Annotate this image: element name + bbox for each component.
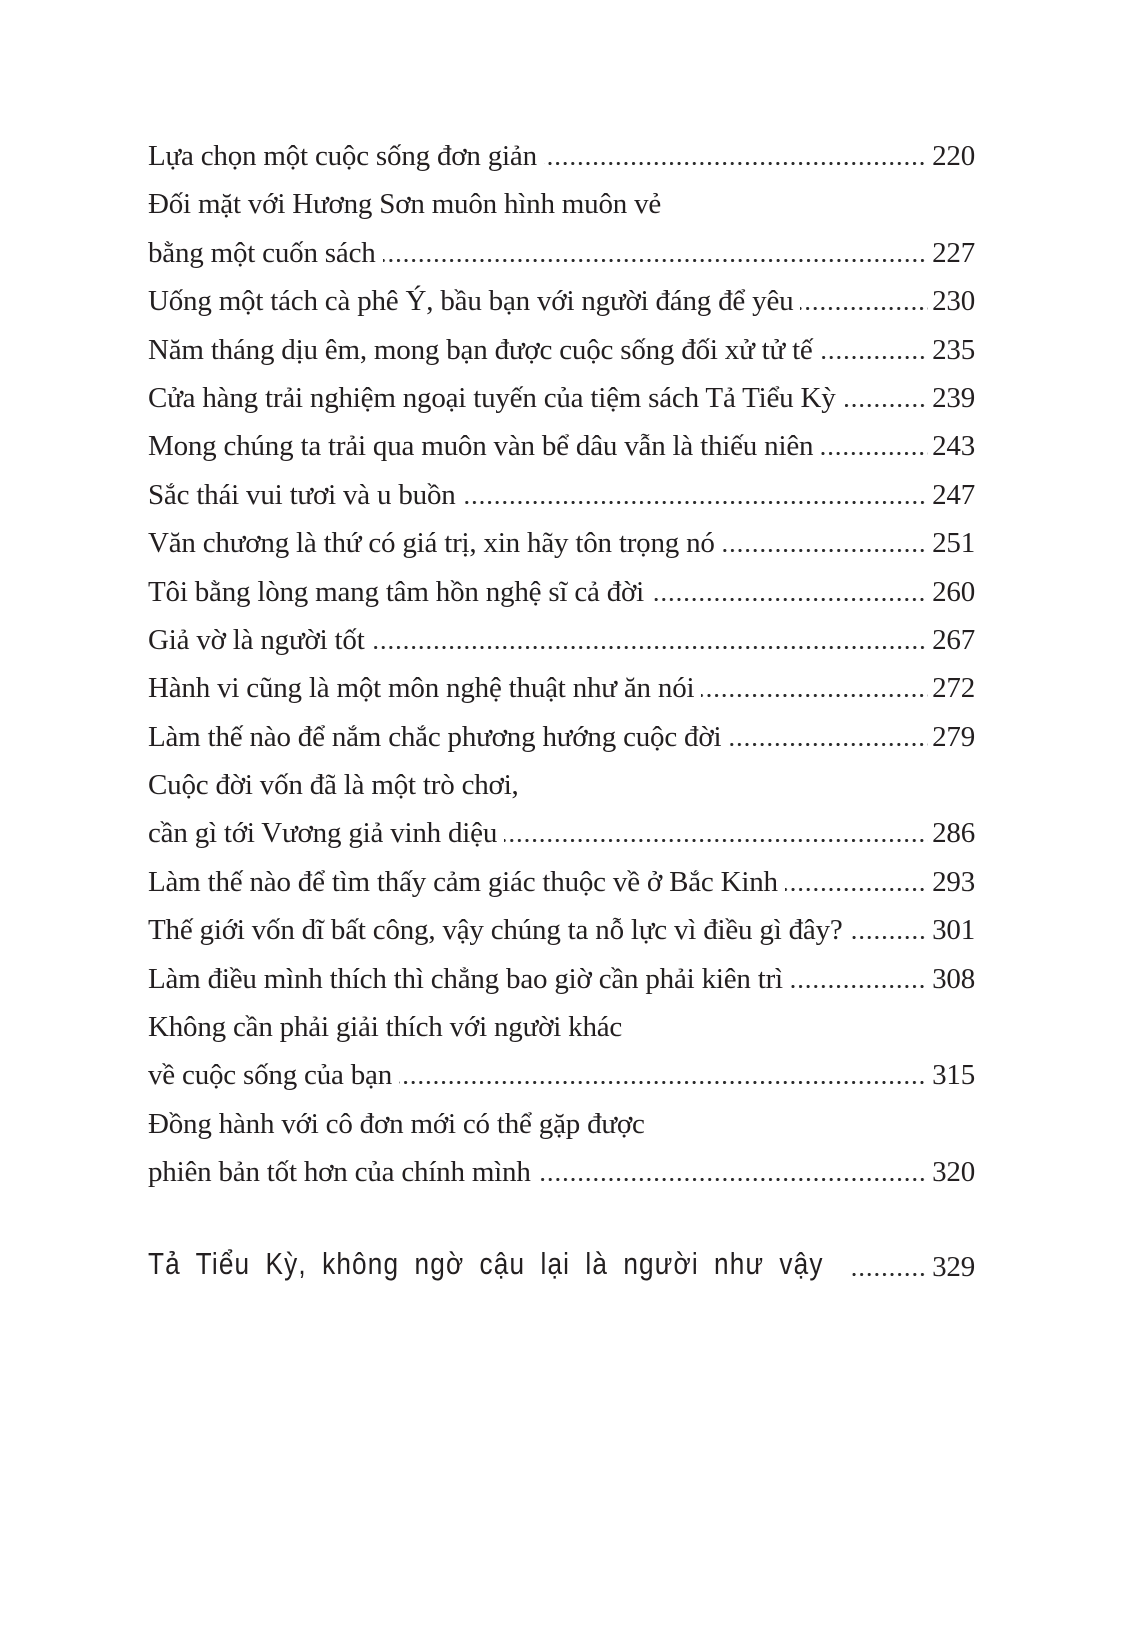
toc-entry-title: Lựa chọn một cuộc sống đơn giản <box>148 140 537 172</box>
toc-entry-title: phiên bản tốt hơn của chính mình <box>148 1156 531 1189</box>
toc-entry-title: Đồng hành với cô đơn mới có thể gặp được <box>148 1107 645 1140</box>
toc-line <box>148 1243 975 1291</box>
toc-line <box>148 664 975 712</box>
dot-leader <box>728 743 928 746</box>
toc-entry-page: 239 <box>932 381 975 414</box>
dot-leader <box>399 1081 928 1084</box>
toc-entry-title: Cửa hàng trải nghiệm ngoại tuyến của tiệm sách Tả Tiểu Kỳ <box>148 381 836 414</box>
toc-entry-page: 227 <box>932 236 975 269</box>
toc-line <box>148 374 975 422</box>
dot-leader <box>463 501 929 504</box>
toc-entry-title: Sắc thái vui tươi và u buồn <box>148 478 456 511</box>
toc-line <box>148 277 975 325</box>
toc-line <box>148 568 975 616</box>
dot-leader <box>800 307 928 310</box>
toc-line <box>148 422 975 470</box>
toc-entry-title: bằng một cuốn sách <box>148 236 376 269</box>
dot-leader <box>850 936 929 939</box>
dot-leader <box>820 452 928 455</box>
toc-list <box>148 132 975 1291</box>
toc-entry-page: 308 <box>932 962 975 995</box>
toc-line <box>148 906 975 954</box>
toc-line <box>148 858 975 906</box>
toc-line <box>148 519 975 567</box>
toc-entry-page: 251 <box>932 527 975 560</box>
toc-entry-title: Mong chúng ta trải qua muôn vàn bể dâu vẫn là thiếu niên <box>148 430 814 463</box>
toc-entry-title: Hành vi cũng là một môn nghệ thuật như ăn nói <box>148 672 695 705</box>
toc-entry-page: 260 <box>932 575 975 608</box>
toc-entry-page: 220 <box>932 140 975 172</box>
toc-entry-title: Uống một tách cà phê Ý, bầu bạn với người đáng để yêu <box>148 285 794 318</box>
toc-line <box>148 326 975 374</box>
toc-entry-title: Giả vờ là người tốt <box>148 623 365 656</box>
toc-entry-page: 230 <box>932 285 975 318</box>
toc-entry-page: 320 <box>932 1156 975 1189</box>
toc-entry-page: 247 <box>932 478 975 511</box>
toc-entry-title: Cuộc đời vốn đã là một trò chơi, <box>148 769 519 802</box>
dot-leader <box>504 839 928 842</box>
toc-line <box>148 180 975 228</box>
dot-leader <box>722 549 928 552</box>
toc-line <box>148 1148 975 1196</box>
dot-leader <box>852 1273 929 1276</box>
toc-line <box>148 616 975 664</box>
dot-leader <box>372 646 929 649</box>
toc-entry-title: Làm thế nào để tìm thấy cảm giác thuộc về ở Bắc Kinh <box>148 865 778 898</box>
toc-line <box>148 809 975 857</box>
toc-entry-title: Văn chương là thứ có giá trị, xin hãy tôn trọng nó <box>148 527 715 560</box>
dot-leader <box>790 985 928 988</box>
toc-entry-title: Thế giới vốn dĩ bất công, vậy chúng ta nỗ lực vì điều gì đây? <box>148 914 843 947</box>
toc-line <box>148 1051 975 1099</box>
toc-entry-page: 235 <box>932 333 975 366</box>
toc-line <box>148 955 975 1003</box>
dot-leader <box>785 888 928 891</box>
toc-line <box>148 1003 975 1051</box>
toc-entry-page: 286 <box>932 817 975 850</box>
dot-leader <box>538 1178 928 1181</box>
dot-leader <box>544 162 928 165</box>
dot-leader <box>383 259 929 262</box>
toc-entry-page: 329 <box>932 1250 975 1283</box>
toc-entry-page: 267 <box>932 623 975 656</box>
dot-leader <box>701 694 928 697</box>
toc-entry-title: cần gì tới Vương giả vinh diệu <box>148 817 498 850</box>
toc-line <box>148 471 975 519</box>
toc-entry-title: Đối mặt với Hương Sơn muôn hình muôn vẻ <box>148 188 662 221</box>
toc-entry-title: Tôi bằng lòng mang tâm hồn nghệ sĩ cả đời <box>148 575 645 608</box>
toc-entry-page: 279 <box>932 720 975 753</box>
toc-entry-page: 315 <box>932 1059 975 1092</box>
toc-entry-page: 301 <box>932 914 975 947</box>
dot-leader <box>820 356 928 359</box>
toc-entry-title: Tả Tiểu Kỳ, không ngờ cậu lại là người như vậy <box>148 1246 824 1281</box>
toc-line <box>148 229 975 277</box>
toc-entry-page: 293 <box>932 865 975 898</box>
toc-entry-title: Làm thế nào để nắm chắc phương hướng cuộc đời <box>148 720 722 753</box>
toc-line <box>148 713 975 761</box>
toc-entry-title: Năm tháng dịu êm, mong bạn được cuộc sống đối xử tử tế <box>148 333 813 366</box>
dot-leader <box>843 404 929 407</box>
toc-line <box>148 132 975 180</box>
toc-entry-page: 243 <box>932 430 975 463</box>
toc-entry-title: Làm điều mình thích thì chẳng bao giờ cần phải kiên trì <box>148 962 783 995</box>
toc-entry-title: Không cần phải giải thích với người khác <box>148 1011 623 1044</box>
dot-leader <box>651 598 928 601</box>
toc-line <box>148 1100 975 1148</box>
toc-entry-page: 272 <box>932 672 975 705</box>
toc-entry-title: về cuộc sống của bạn <box>148 1059 393 1092</box>
toc-line <box>148 761 975 809</box>
